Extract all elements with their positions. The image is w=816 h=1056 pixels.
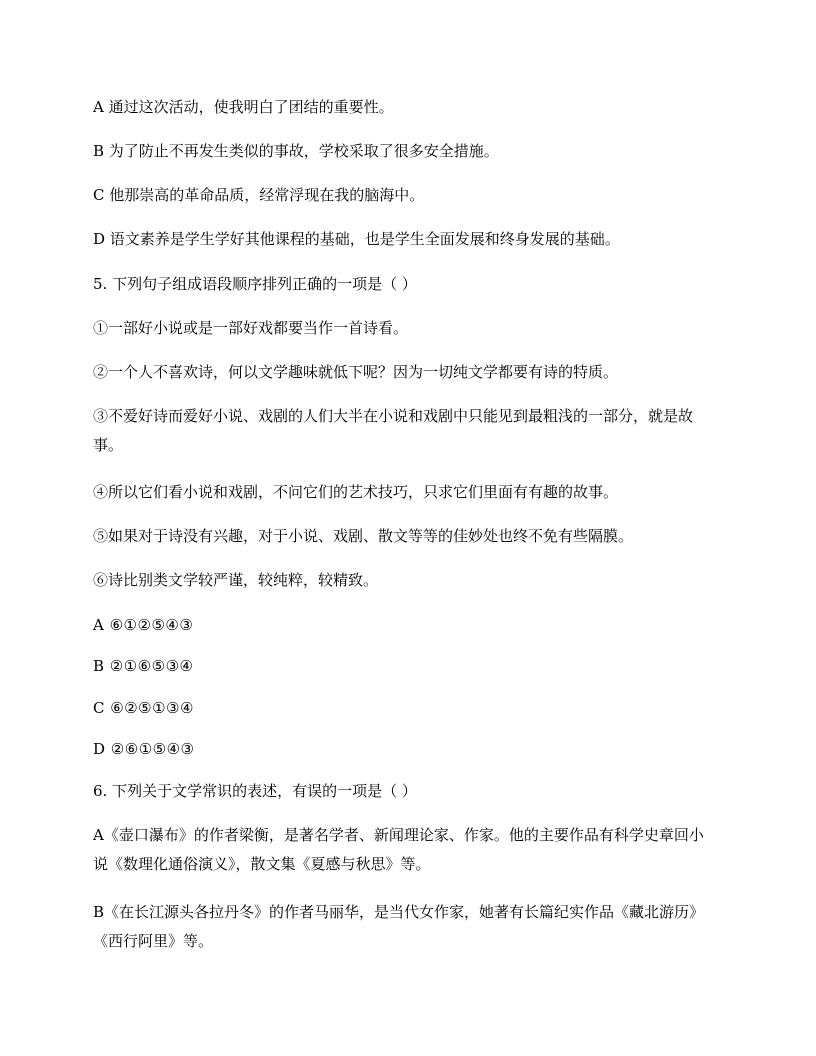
- q5-sentence-3: ③不爱好诗而爱好小说、戏剧的人们大半在小说和戏剧中只能见到最粗浅的一部分，就是故事。: [93, 407, 694, 454]
- q5-sentence-6: ⑥诗比别类文学较严谨，较纯粹，较精致。: [93, 571, 379, 589]
- q6-option-b: B《在长江源头各拉丹冬》的作者马丽华，是当代女作家，她著有长篇纪实作品《藏北游历》《西行阿里》等。: [93, 903, 705, 950]
- q5-sentence-5: ⑤如果对于诗没有兴趣，对于小说、戏剧、散文等等的佳妙处也终不免有些隔膜。: [93, 527, 634, 545]
- q5-option-b: B ②①⑥⑤③④: [93, 657, 194, 675]
- q5-option-a: A ⑥①②⑤④③: [93, 616, 194, 634]
- q5-sentence-4: ④所以它们看小说和戏剧，不问它们的艺术技巧，只求它们里面有有趣的故事。: [93, 483, 619, 501]
- q5-sentence-1: ①一部好小说或是一部好戏都要当作一首诗看。: [93, 319, 409, 337]
- q4-option-d: D 语文素养是学生学好其他课程的基础，也是学生全面发展和终身发展的基础。: [93, 230, 620, 248]
- q5-stem: 5. 下列句子组成语段顺序排列正确的一项是（ ）: [93, 275, 417, 293]
- q5-option-c: C ⑥②⑤①③④: [93, 699, 194, 717]
- q5-sentence-2: ②一个人不喜欢诗，何以文学趣味就低下呢？因为一切纯文学都要有诗的特质。: [93, 363, 619, 381]
- q5-option-d: D ②⑥①⑤④③: [93, 740, 195, 758]
- q4-option-c: C 他那崇高的革命品质，经常浮现在我的脑海中。: [93, 186, 425, 204]
- q6-option-a: A《壶口瀑布》的作者梁衡，是著名学者、新闻理论家、作家。他的主要作品有科学史章回小说《数理化通俗演义》，散文集《夏感与秋思》等。: [93, 826, 704, 873]
- q4-option-a: A 通过这次活动，使我明白了团结的重要性。: [93, 98, 394, 116]
- q6-stem: 6. 下列关于文学常识的表述，有误的一项是（ ）: [93, 782, 417, 800]
- q4-option-b: B 为了防止不再发生类似的事故，学校采取了很多安全措施。: [93, 142, 499, 160]
